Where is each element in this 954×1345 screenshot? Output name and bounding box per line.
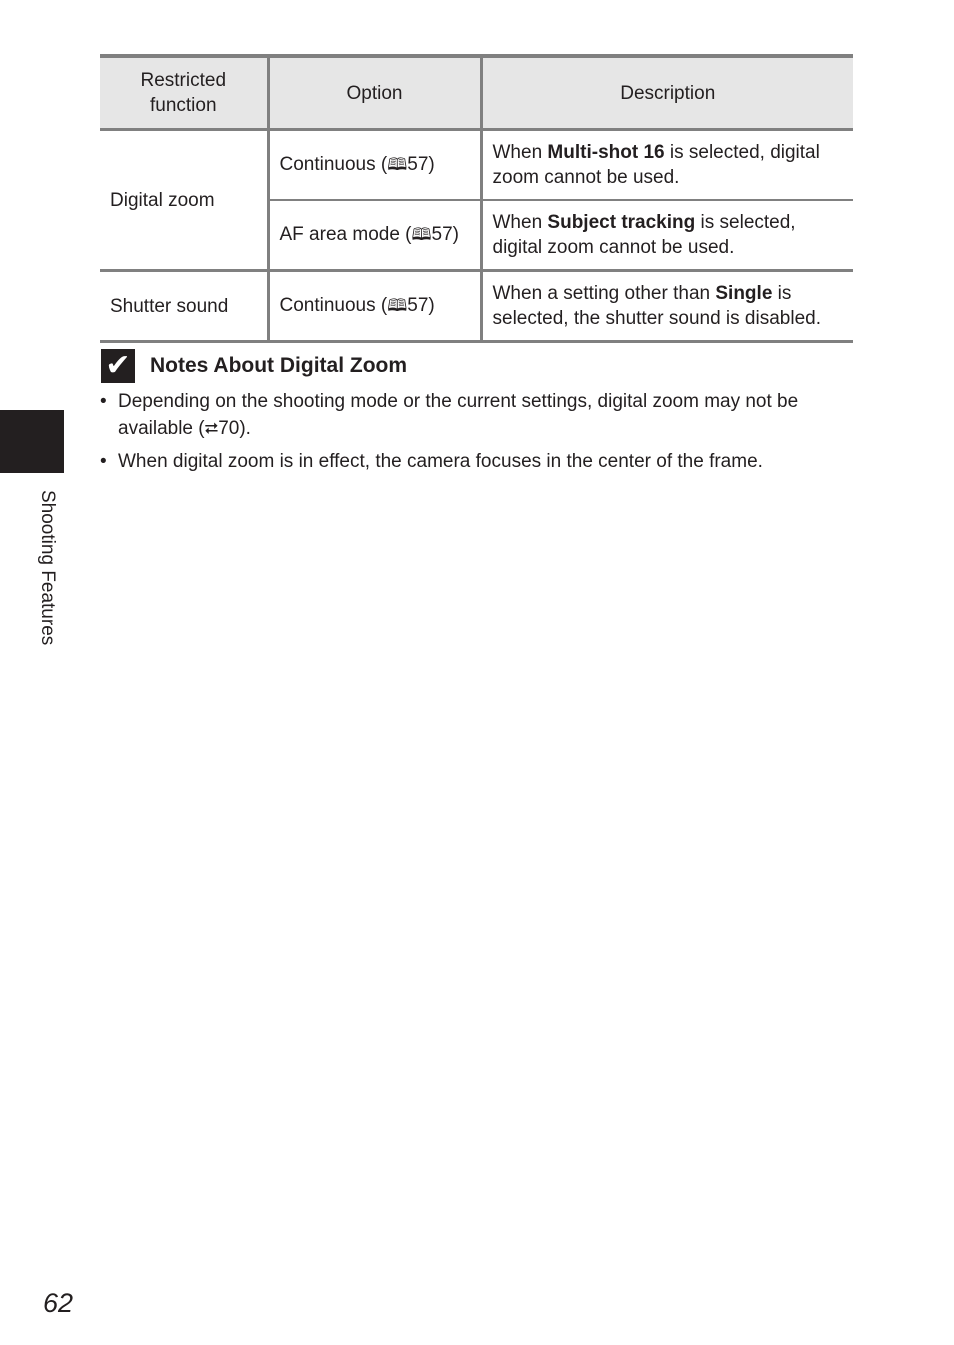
option-cell bbox=[268, 130, 481, 201]
description-text: When bbox=[492, 212, 548, 233]
description-bold: Single bbox=[715, 283, 773, 304]
description-bold: Multi-shot 16 bbox=[547, 142, 665, 163]
bullet-text: When digital zoom is in effect, the camera focuses in the center of the frame. bbox=[118, 451, 763, 472]
page-number: 62 bbox=[43, 1288, 74, 1318]
description-cell bbox=[481, 200, 853, 271]
function-cell: Shutter sound bbox=[100, 271, 268, 342]
list-item bbox=[100, 448, 855, 475]
list-item bbox=[100, 388, 855, 443]
table-header-row bbox=[100, 56, 853, 130]
note-heading bbox=[101, 349, 407, 383]
note-bullet-list bbox=[100, 388, 855, 480]
checkmark-icon: ✔ bbox=[101, 349, 135, 383]
chapter-tab bbox=[0, 410, 64, 473]
option-ref-page: 57) bbox=[431, 224, 460, 245]
option-cell bbox=[268, 271, 481, 342]
description-cell bbox=[481, 271, 853, 342]
table-row bbox=[100, 271, 853, 342]
restrictions-table-container bbox=[100, 54, 853, 343]
restrictions-table bbox=[100, 54, 853, 343]
description-text: When a setting other than bbox=[492, 283, 716, 304]
function-cell: Digital zoom bbox=[100, 130, 268, 271]
description-cell bbox=[481, 130, 853, 201]
option-text: Continuous ( bbox=[279, 154, 388, 175]
option-text: Continuous ( bbox=[279, 295, 388, 316]
description-text: is selected, the shutter sound is disabled. bbox=[492, 283, 821, 329]
chapter-label: Shooting Features bbox=[37, 490, 58, 646]
description-text: When bbox=[492, 142, 548, 163]
description-text: is selected, digital zoom cannot be used. bbox=[492, 142, 820, 188]
bullet-ref-page: 70). bbox=[218, 418, 251, 439]
header-option: Option bbox=[268, 56, 481, 130]
option-cell bbox=[268, 200, 481, 271]
bullet-text: Depending on the shooting mode or the current settings, digital zoom may not be available ( bbox=[118, 391, 799, 439]
table-row bbox=[100, 130, 853, 201]
book-icon: 🕮 bbox=[411, 225, 432, 245]
option-ref-page: 57) bbox=[407, 295, 435, 316]
header-restricted-function: Restricted function bbox=[100, 56, 268, 130]
book-icon: 🕮 bbox=[387, 296, 408, 316]
reference-section-icon: ⮂ bbox=[204, 419, 219, 439]
option-text: AF area mode ( bbox=[279, 224, 412, 245]
note-title: Notes About Digital Zoom bbox=[150, 354, 408, 377]
option-ref-page: 57) bbox=[407, 154, 435, 175]
description-text: is selected, digital zoom cannot be used. bbox=[492, 212, 796, 258]
book-icon: 🕮 bbox=[387, 155, 408, 175]
header-description: Description bbox=[481, 56, 853, 130]
description-bold: Subject tracking bbox=[547, 212, 696, 233]
